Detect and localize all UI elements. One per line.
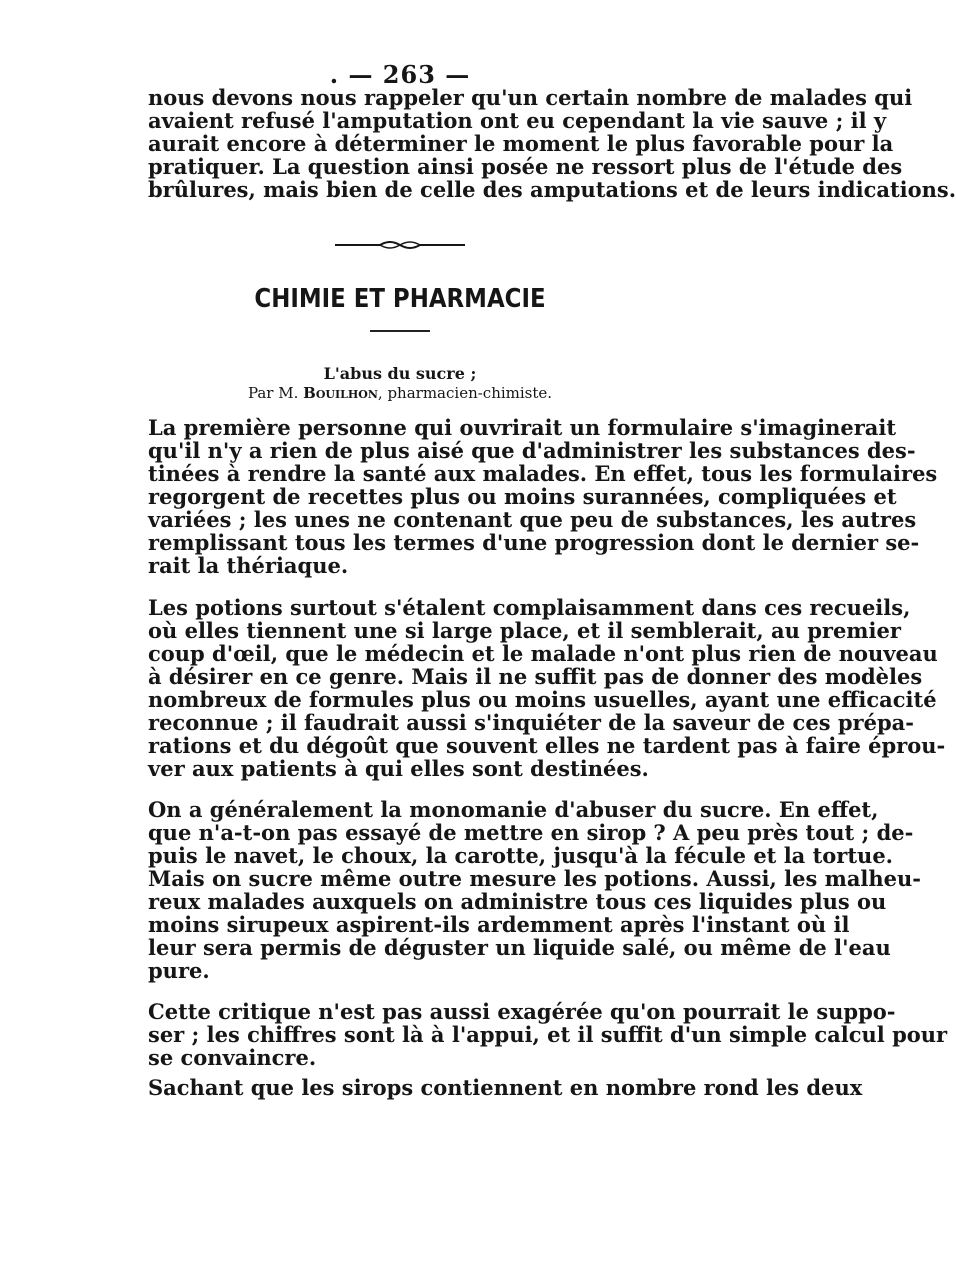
text-line: reconnue ; il faudrait aussi s'inquiéter de la saveur de ces prépa- bbox=[148, 710, 914, 735]
text-line: ver aux patients à qui elles sont destinées. bbox=[148, 756, 649, 781]
text-line: Les potions surtout s'étalent complaisamment dans ces recueils, bbox=[148, 595, 911, 620]
byline bbox=[0, 384, 800, 402]
text-line: se convaincre. bbox=[148, 1045, 317, 1070]
text-line: rait la thériaque. bbox=[148, 553, 349, 578]
text-line: remplissant tous les termes d'une progression dont le dernier se- bbox=[148, 530, 920, 555]
text-line: moins sirupeux aspirent-ils ardemment après l'instant où il bbox=[148, 912, 850, 937]
paragraph-4 bbox=[148, 999, 948, 1070]
text-line: reux malades auxquels on administre tous ces liquides plus ou bbox=[148, 889, 887, 914]
ornament-divider-icon bbox=[335, 241, 465, 249]
text-line: avaient refusé l'amputation ont eu cependant la vie sauve ; il y bbox=[148, 108, 887, 133]
text-line: ser ; les chiffres sont là à l'appui, et il suffit d'un simple calcul pour bbox=[148, 1022, 948, 1047]
paragraph-5 bbox=[148, 1075, 863, 1100]
text-line: pure. bbox=[148, 958, 210, 983]
byline-prefix: Par M. bbox=[247, 384, 299, 402]
text-line: nous devons nous rappeler qu'un certain nombre de malades qui bbox=[148, 85, 913, 110]
text-line: Sachant que les sirops contiennent en nombre rond les deux bbox=[148, 1075, 863, 1100]
text-line: leur sera permis de déguster un liquide salé, ou même de l'eau bbox=[148, 935, 891, 960]
author-name: Bouilhon bbox=[303, 384, 378, 402]
text-line: Cette critique n'est pas aussi exagérée qu'on pourrait le suppo- bbox=[148, 999, 896, 1024]
text-line: variées ; les unes ne contenant que peu de substances, les autres bbox=[148, 507, 917, 532]
paragraph-3 bbox=[148, 797, 922, 983]
text-line: puis le navet, le choux, la carotte, jusqu'à la fécule et la tortue. bbox=[148, 843, 893, 868]
text-line: qu'il n'y a rien de plus aisé que d'administrer les substances des- bbox=[148, 438, 916, 463]
text-line: tinées à rendre la santé aux malades. En effet, tous les formulaires bbox=[148, 461, 938, 486]
text-line: à désirer en ce genre. Mais il ne suffit pas de donner des modèles bbox=[148, 664, 923, 689]
text-line: On a généralement la monomanie d'abuser du sucre. En effet, bbox=[148, 797, 879, 822]
text-line: La première personne qui ouvrirait un formulaire s'imaginerait bbox=[148, 415, 897, 440]
paragraph-2 bbox=[148, 595, 946, 781]
intro-paragraph bbox=[148, 85, 956, 202]
text-line: aurait encore à déterminer le moment le plus favorable pour la bbox=[148, 131, 894, 156]
text-line: nombreux de formules plus ou moins usuelles, ayant une efficacité bbox=[148, 687, 937, 712]
section-title: CHIMIE ET PHARMACIE bbox=[254, 284, 546, 314]
title-rule bbox=[370, 330, 430, 332]
text-line: où elles tiennent une si large place, et il semblerait, au premier bbox=[148, 618, 901, 643]
author-role: , pharmacien-chimiste. bbox=[377, 384, 553, 402]
text-line: Mais on sucre même outre mesure les potions. Aussi, les malheu- bbox=[148, 866, 922, 891]
text-line: rations et du dégoût que souvent elles ne tardent pas à faire éprou- bbox=[148, 733, 946, 758]
text-line: que n'a-t-on pas essayé de mettre en sirop ? A peu près tout ; de- bbox=[148, 820, 914, 845]
text-line: brûlures, mais bien de celle des amputations et de leurs indications. bbox=[148, 177, 956, 202]
page-number: . — 263 — bbox=[329, 60, 471, 89]
paragraph-1 bbox=[148, 415, 938, 578]
text-line: coup d'œil, que le médecin et le malade n'ont plus rien de nouveau bbox=[148, 641, 938, 666]
text-line: regorgent de recettes plus ou moins surannées, compliquées et bbox=[148, 484, 897, 509]
text-line: pratiquer. La question ainsi posée ne ressort plus de l'étude des bbox=[148, 154, 903, 179]
article-title: L'abus du sucre ; bbox=[323, 364, 477, 383]
